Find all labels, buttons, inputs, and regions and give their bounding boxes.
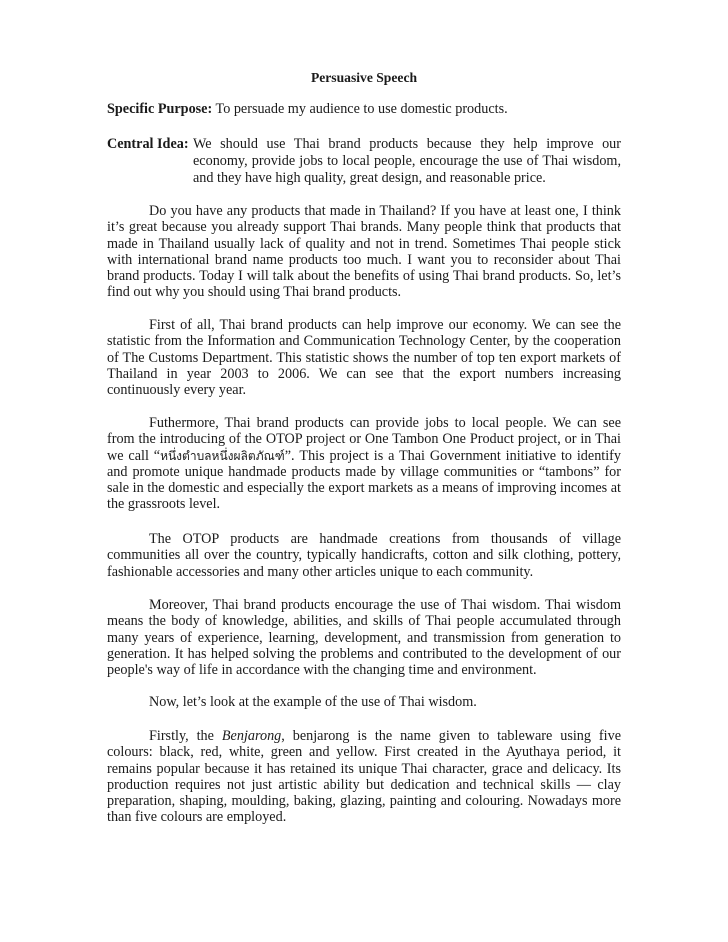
paragraph-jobs-text-1: Futhermore, Thai brand products can provide jobs to local people. We can see from the introducing of the OTOP project or One Tambon One Product project, or in Thai we call “ — [107, 415, 621, 464]
specific-purpose-label: Specific Purpose: — [107, 101, 213, 117]
central-idea-text: We should use Thai brand products because they help improve our economy, provide jobs to local people, encourage the use of Thai wisdom, and they have high quality, great design, and reasonable price. — [193, 136, 621, 186]
specific-purpose — [107, 101, 627, 118]
paragraph-benjarong-text-2: , benjarong is the name given to tableware using five colours: black, red, white, green and yellow. First created in the Ayuthaya period, it remains popular because it has retained its unique Thai character, grace and delicacy. Its production requires not just artistic ability but dedication and technical skills — clay preparation, shaping, moulding, baking, glazing, painting and colouring. Nowadays more than five colours are employed. — [107, 728, 621, 826]
paragraph-jobs — [107, 415, 621, 513]
benjarong-term: Benjarong — [221, 728, 282, 744]
paragraph-jobs-thai-text: หนึ่งตำบลหนึ่งผลิตภัณฑ์ — [160, 448, 285, 463]
page-title: Persuasive Speech — [310, 70, 418, 85]
paragraph-example: Now, let’s look at the example of the use of Thai wisdom. — [149, 694, 477, 710]
paragraph-otop: The OTOP products are handmade creations from thousands of village communities all over the country, typically handicrafts, cotton and silk clothing, pottery, fashionable accessories and many other articles unique to each community. — [107, 531, 621, 580]
paragraph-benjarong — [107, 728, 621, 826]
central-idea-label: Central Idea: — [107, 136, 189, 152]
central-idea — [107, 136, 621, 187]
specific-purpose-text: To persuade my audience to use domestic products. — [215, 101, 508, 117]
paragraph-jobs-text-2: ”. This project is a Thai Government initiative to identify and promote unique handmade products made by village communities or “tambons” for sale in the domestic and especially the export markets as a means of improving incomes at the grassroots level. — [107, 447, 621, 513]
paragraph-economy: First of all, Thai brand products can help improve our economy. We can see the statistic from the Information and Communication Technology Center, by the cooperation of The Customs Department. This statistic shows the number of top ten export markets of Thailand in year 2003 to 2006. We can see that the export numbers increasing continuously every year. — [107, 317, 621, 399]
paragraph-intro: Do you have any products that made in Thailand? If you have at least one, I think it’s great because you already support Thai brands. Many people think that products that made in Thailand usually lack of quality and not in trend. Sometimes Thai people stick with international brand name products too much. I want you to reconsider about Thai brand products. Today I will talk about the benefits of using Thai brand products. So, let’s find out why you should using Thai brand products. — [107, 203, 621, 301]
paragraph-benjarong-text-1: Firstly, the — [149, 728, 222, 744]
paragraph-wisdom: Moreover, Thai brand products encourage the use of Thai wisdom. Thai wisdom means the body of knowledge, abilities, and skills of Thai people accumulated through many years of experience, learning, development, and transmission from generation to generation. It has helped solving the problems and contributed to the development of our people's way of life in accordance with the changing time and environment. — [107, 597, 621, 679]
